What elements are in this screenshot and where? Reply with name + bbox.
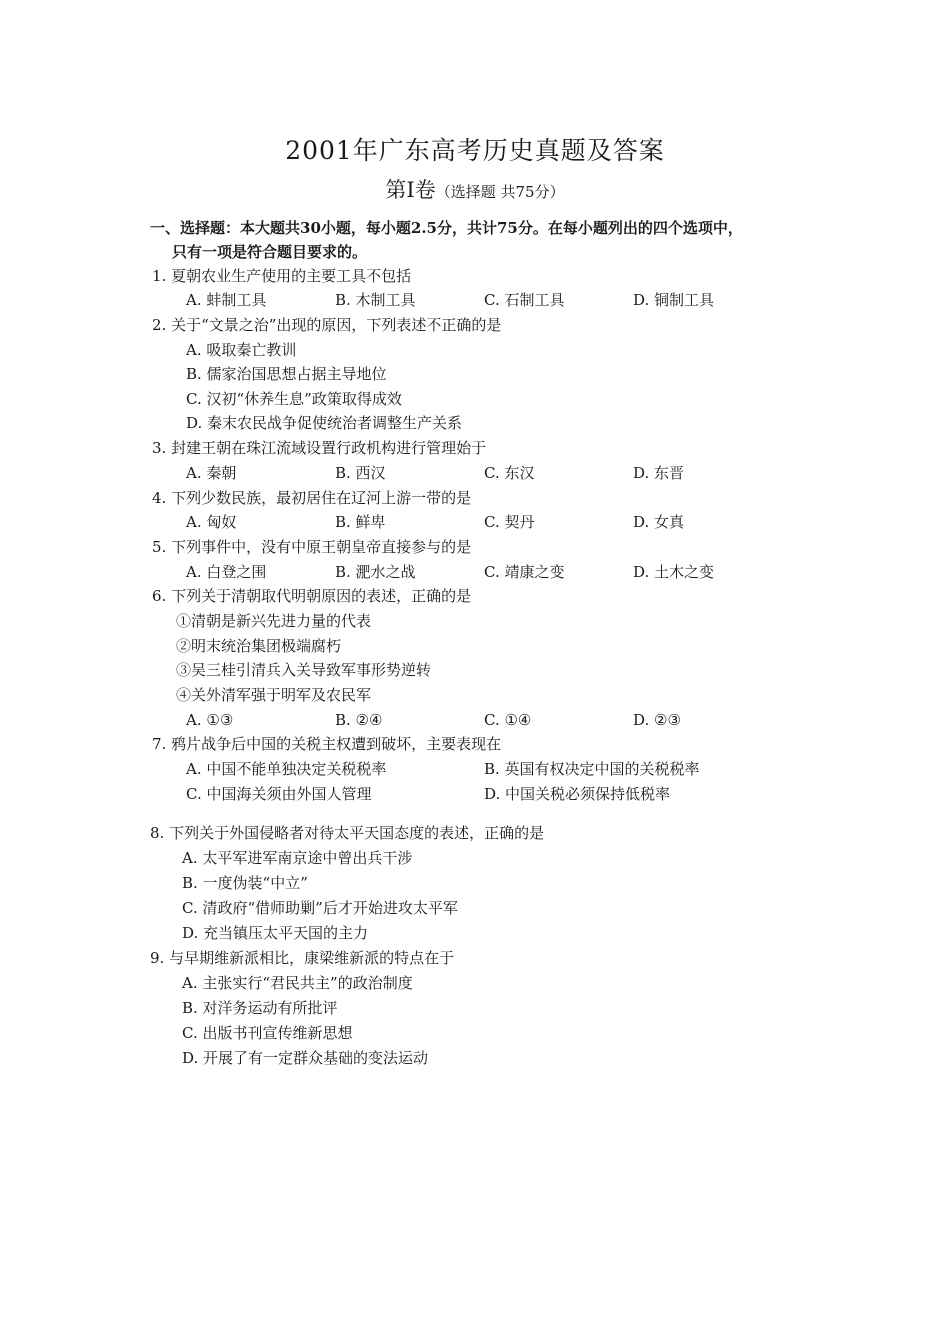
question-4-option-b: B. 鲜卑 (335, 513, 386, 531)
section-heading-note: （选择题 共75分） (435, 183, 565, 201)
instructions-line-2: 只有一项是符合题目要求的。 (172, 243, 368, 261)
question-6-statement-4: ④关外清军强于明军及农民军 (176, 686, 372, 704)
question-3-option-c: C. 东汉 (484, 464, 535, 482)
question-3-stem: 3. 封建王朝在珠江流域设置行政机构进行管理始于 (152, 439, 487, 457)
question-2-option-d: D. 秦末农民战争促使统治者调整生产关系 (186, 414, 463, 432)
section-heading-main: 第Ⅰ卷 (385, 178, 436, 202)
question-9-option-b: B. 对洋务运动有所批评 (182, 999, 338, 1017)
question-4-option-a: A. 匈奴 (186, 513, 237, 531)
instructions-line-1: 一、选择题：本大题共30小题，每小题2.5分，共计75分。在每小题列出的四个选项中， (150, 219, 743, 237)
question-6-option-d: D. ②③ (633, 711, 681, 729)
question-5-option-d: D. 土木之变 (633, 563, 715, 581)
page-title: 2001年广东高考历史真题及答案 (285, 136, 665, 165)
question-6-option-b: B. ②④ (335, 711, 383, 729)
question-8-option-a: A. 太平军进军南京途中曾出兵干涉 (182, 849, 413, 867)
question-5-stem: 5. 下列事件中，没有中原王朝皇帝直接参与的是 (152, 538, 472, 556)
question-6-statement-2: ②明末统治集团极端腐朽 (176, 637, 342, 655)
question-9-option-c: C. 出版书刊宣传维新思想 (182, 1024, 353, 1042)
question-9-option-a: A. 主张实行“君民共主”的政治制度 (182, 974, 413, 992)
question-6-statement-1: ①清朝是新兴先进力量的代表 (176, 612, 372, 630)
question-1-option-c: C. 石制工具 (484, 291, 565, 309)
question-2-option-b: B. 儒家治国思想占据主导地位 (186, 365, 387, 383)
question-8-option-c: C. 清政府“借师助剿”后才开始进攻太平军 (182, 899, 458, 917)
question-7-option-c: C. 中国海关须由外国人管理 (186, 785, 372, 803)
question-4-option-d: D. 女真 (633, 513, 685, 531)
question-2-option-c: C. 汉初“休养生息”政策取得成效 (186, 390, 402, 408)
question-7-option-d: D. 中国关税必须保持低税率 (484, 785, 671, 803)
question-2-stem: 2. 关于“文景之治”出现的原因，下列表述不正确的是 (152, 316, 502, 334)
question-1-option-b: B. 木制工具 (335, 291, 416, 309)
question-3-option-d: D. 东晋 (633, 464, 685, 482)
question-3-option-b: B. 西汉 (335, 464, 386, 482)
question-5-option-b: B. 淝水之战 (335, 563, 416, 581)
question-1-stem: 1. 夏朝农业生产使用的主要工具不包括 (152, 267, 412, 285)
question-8-option-b: B. 一度伪装“中立” (182, 874, 308, 892)
question-6-option-c: C. ①④ (484, 711, 532, 729)
question-8-option-d: D. 充当镇压太平天国的主力 (182, 924, 369, 942)
question-5-option-c: C. 靖康之变 (484, 563, 565, 581)
question-7-stem: 7. 鸦片战争后中国的关税主权遭到破坏，主要表现在 (152, 735, 502, 753)
question-3-option-a: A. 秦朝 (186, 464, 237, 482)
question-8-stem: 8. 下列关于外国侵略者对待太平天国态度的表述，正确的是 (150, 824, 545, 842)
question-9-option-d: D. 开展了有一定群众基础的变法运动 (182, 1049, 429, 1067)
question-6-stem: 6. 下列关于清朝取代明朝原因的表述，正确的是 (152, 587, 472, 605)
question-9-stem: 9. 与早期维新派相比，康梁维新派的特点在于 (150, 949, 455, 967)
question-5-option-a: A. 白登之围 (186, 563, 267, 581)
question-4-option-c: C. 契丹 (484, 513, 535, 531)
question-1-option-a: A. 蚌制工具 (186, 291, 267, 309)
question-2-option-a: A. 吸取秦亡教训 (186, 341, 297, 359)
section-heading (0, 176, 950, 206)
question-1-option-d: D. 铜制工具 (633, 291, 715, 309)
question-7-option-b: B. 英国有权决定中国的关税税率 (484, 760, 700, 778)
question-7-option-a: A. 中国不能单独决定关税税率 (186, 760, 387, 778)
question-6-statement-3: ③吴三桂引清兵入关导致军事形势逆转 (176, 661, 432, 679)
question-6-option-a: A. ①③ (186, 711, 234, 729)
question-4-stem: 4. 下列少数民族，最初居住在辽河上游一带的是 (152, 489, 472, 507)
